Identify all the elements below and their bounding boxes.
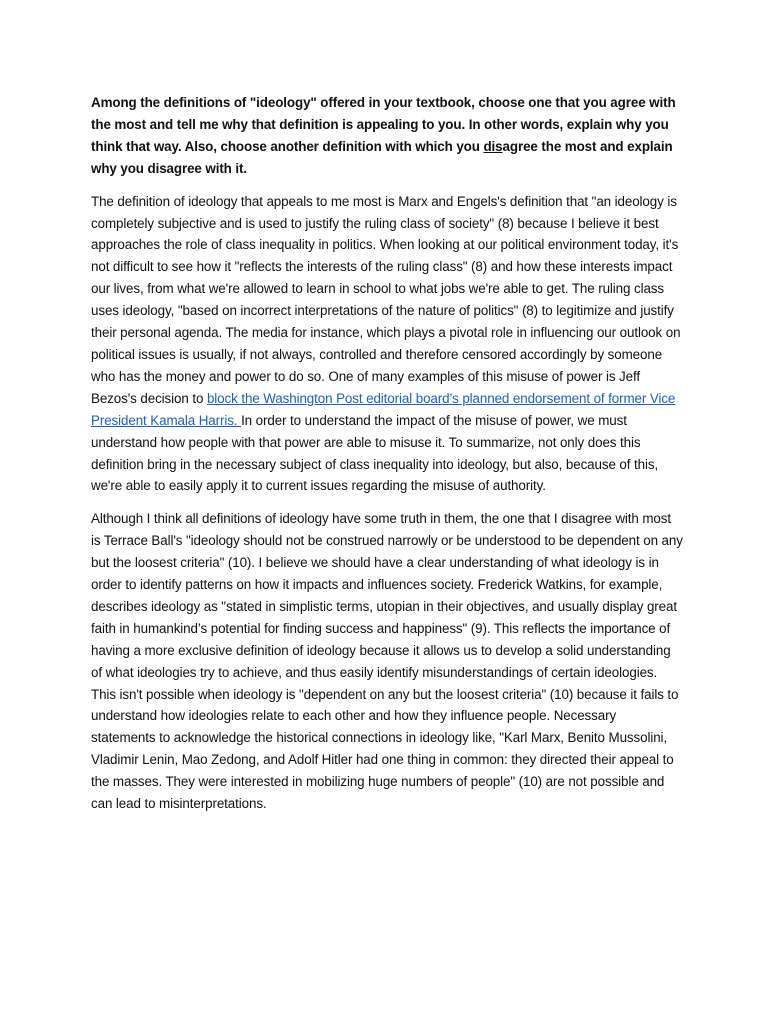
prompt-text-part1: Among the definitions of "ideology" offered in your textbook, choose one that you agree with the most and tell me why that definition is appealing to you. In other words, explain why you think that way. Also, choose another definition with which you: [91, 95, 676, 154]
paragraph-agree-text-continued: In order to understand the impact of the misuse of power, we must understand how people with that power are able to misuse it. To summarize, not only does this definition bring in the necessary subject of class inequality into ideology, but also, because of this, we're able to easily apply it to current issues regarding the misuse of authority.: [91, 412, 659, 494]
prompt-text-part2: agree the most and explain why you disagree with it.: [91, 138, 673, 176]
document-page: [91, 92, 683, 826]
paragraph-disagree: Although I think all definitions of ideology have some truth in them, the one that I disagree with most is Terrace Ball's "ideology should not be construed narrowly or be understood to be dependent on any but the loosest criteria" (10). I believe we should have a clear understanding of what ideology is in order to identify patterns on how it impacts and influences society. Frederick Watkins, for example, describes ideology as "stated in simplistic terms, utopian in their objectives, and usually display great faith in humankind’s potential for finding success and happiness" (9). This reflects the importance of having a more exclusive definition of ideology because it allows us to develop a solid understanding of what ideologies try to achieve, and thus easily identify misunderstandings of certain ideologies. This isn't possible when ideology is "dependent on any but the loosest criteria" (10) because it fails to understand how ideologies relate to each other and how they influence people. Necessary statements to acknowledge the historical connections in ideology like, "Karl Marx, Benito Mussolini, Vladimir Lenin, Mao Zedong, and Adolf Hitler had one thing in common: they directed their appeal to the masses. They were interested in mobilizing huge numbers of people" (10) are not possible and can lead to misinterpretations.: [91, 511, 683, 812]
assignment-prompt: [91, 92, 683, 180]
prompt-underlined-dis: dis: [483, 138, 503, 154]
washington-post-link[interactable]: block the Washington Post editorial board’s planned endorsement of former Vice President Kamala Harris.: [91, 390, 676, 428]
paragraph-agree: [91, 191, 683, 498]
paragraph-agree-text: The definition of ideology that appeals to me most is Marx and Engels's definition that "an ideology is completely subjective and is used to justify the ruling class of society" (8) because I believe it best approaches the role of class inequality in politics. When looking at our political environment today, it's not difficult to see how it "reflects the interests of the ruling class" (8) and how these interests impact our lives, from what we're allowed to learn in school to what jobs we're able to get. The ruling class uses ideology, "based on incorrect interpretations of the nature of politics" (8) to legitimize and justify their personal agenda. The media for instance, which plays a pivotal role in influencing our outlook on political issues is usually, if not always, controlled and therefore censored accordingly by someone who has the money and power to do so. One of many examples of this misuse of power is Jeff Bezos's decision to: [91, 193, 681, 406]
